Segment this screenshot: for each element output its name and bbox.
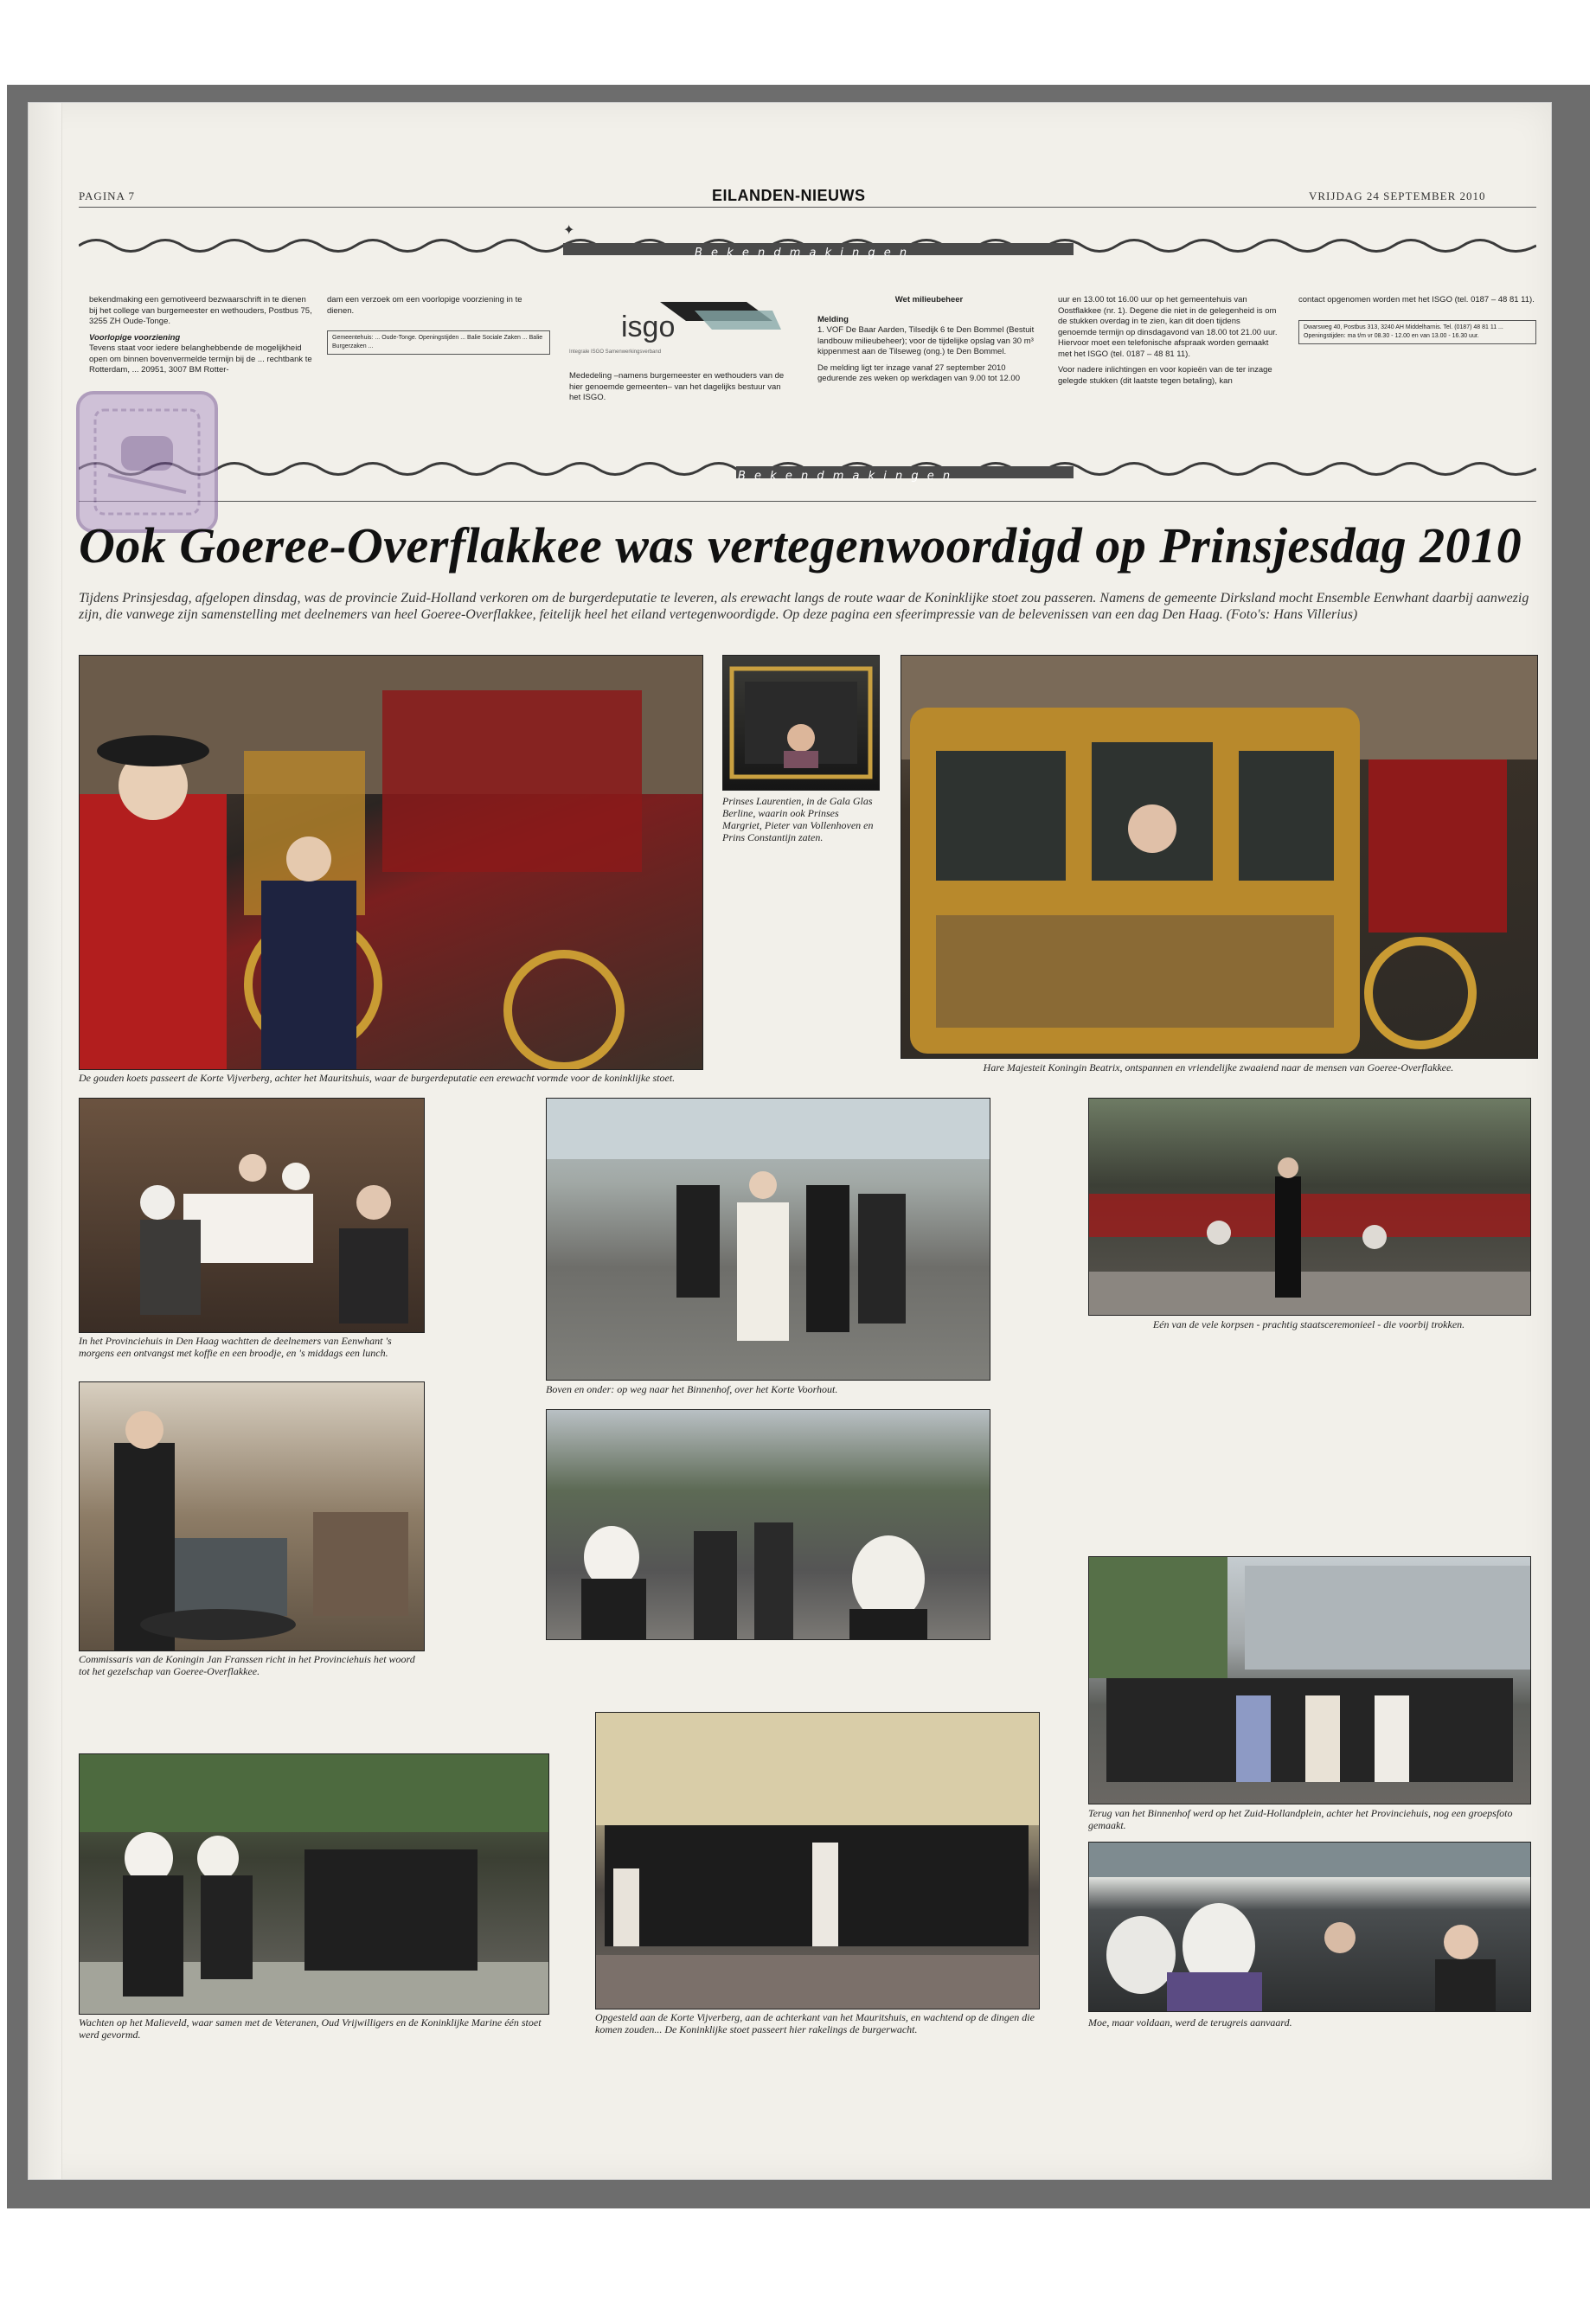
ribbon-bottom <box>79 447 1536 490</box>
caption-6: Eén van de vele korpsen - prachtig staatsceremonieel - die voorbij trokken. <box>1152 1318 1465 1330</box>
notice-col2-p1: dam een verzoek om een voorlopige voorziening in te dienen. <box>327 295 522 316</box>
notice-col6 <box>1298 295 1536 344</box>
caption-7: Commissaris van de Koningin Jan Franssen richt in het Provinciehuis het woord tot het gezelschap van Goeree-Overflakkee. <box>79 1653 415 1677</box>
issue-date: VRIJDAG 24 SEPTEMBER 2010 <box>1309 189 1486 202</box>
caption-4: In het Provinciehuis in Den Haag wachtten de deelnemers van Eenwhant 's morgens een ontvangst met koffie en een broodje, en 's middags een lunch. <box>79 1335 392 1359</box>
ribbon-rule <box>79 501 1536 502</box>
article-headline: Ook Goeree-Overflakkee was vertegenwoordigd op Prinsjesdag 2010 <box>79 517 1522 574</box>
ribbon-top <box>79 224 1536 267</box>
archive-stamp <box>74 388 221 535</box>
notice-col4-p2: De melding ligt ter inzage vanaf 27 september 2010 gedurende zes weken op werkdagen van 9.00 tot 12.00 <box>817 362 1020 383</box>
procession-photo <box>546 1098 990 1381</box>
isgo-logo-sub: Integrale ISGO Samenwerkingsverband <box>569 349 662 355</box>
notice-col4-p1: 1. VOF De Baar Aarden, Tilsedijk 6 te Den Bommel (Bestuit landbouw milieubeheer); voor de tijdelijke opslag van 30 m³ kippenmest aan de Tilseweg (ong.) te Den Bommel. <box>817 325 1035 356</box>
bus-photo <box>1088 1842 1531 2012</box>
notice-col1-p2: Tevens staat voor iedere belanghebbende de mogelijkheid open om binnen bovenvermelde termijn bij de ... rechtbank te Rotterdam, ... 20951, 3007 BM Rotter- <box>89 343 312 375</box>
caption-5: Boven en onder: op weg naar het Binnenhof, over het Korte Voorhout. <box>546 1383 838 1395</box>
caption-1: De gouden koets passeert de Korte Vijverberg, achter het Mauritshuis, waar de burgerdeputatie een erewacht vormde voor de koninklijke stoet. <box>79 1072 676 1084</box>
notice-col2 <box>327 295 550 355</box>
page-number: PAGINA 7 <box>79 189 135 202</box>
caption-3: Hare Majesteit Koningin Beatrix, ontspannen en vriendelijke zwaaiend naar de mensen van Goeree-Overflakkee. <box>983 1061 1454 1074</box>
newspaper-page <box>28 102 1552 2180</box>
notice-col4-title: Wet milieubeheer <box>894 295 964 304</box>
page-fold <box>29 103 62 2179</box>
notice-col1-heading: Voorlopige voorziening <box>89 332 181 343</box>
marching-band-photo <box>1088 1098 1531 1316</box>
golden-coach-photo <box>79 655 703 1070</box>
header-rule <box>79 207 1536 208</box>
notice-col5 <box>1058 295 1281 387</box>
binnenhof-walk-photo <box>546 1409 990 1640</box>
notice-col6-box: Dwarsweg 40, Postbus 313, 3240 AH Middelharnis. Tel. (0187) 48 81 11 ... Openingstijden: ma t/m vr 08.30 - 12.00 en van 13.00 - 16.30 uur. <box>1298 320 1536 344</box>
svg-text:✦: ✦ <box>563 224 575 238</box>
caption-9: Wachten op het Malieveld, waar samen met de Veteranen, Oud Vrijwilligers en de Koninklijke Marine één stoet werd gevormd. <box>79 2016 542 2041</box>
caption-8: Terug van het Binnenhof werd op het Zuid-Hollandplein, achter het Provinciehuis, nog een groepsfoto gemaakt. <box>1088 1807 1513 1831</box>
speech-photo <box>79 1381 425 1651</box>
caption-10: Opgesteld aan de Korte Vijverberg, aan de achterkant van het Mauritshuis, en wachtend op de dingen die komen zouden... De Koninklijke stoet passeert hier rakelings de burgerwacht. <box>595 2011 1035 2035</box>
malieveld-photo <box>79 1753 549 2015</box>
isgo-logo: isgo <box>621 311 676 343</box>
group-photo <box>1088 1556 1531 1804</box>
notice-col6-p1: contact opgenomen worden met het ISGO (tel. 0187 – 48 81 11). <box>1298 295 1535 304</box>
ribbon-top-label: B e k e n d m a k i n g e n <box>695 247 910 260</box>
notice-col1-p1: bekendmaking een gemotiveerd bezwaarschrift in te dienen bij het college van burgemeester en wethouders, Postbus 75, 3255 ZH Oude-Tonge. <box>89 295 312 326</box>
caption-11: Moe, maar voldaan, werd de terugreis aanvaard. <box>1088 2016 1292 2029</box>
ribbon-bottom-label: B e k e n d m a k i n g e n <box>738 470 953 483</box>
korte-vijverberg-photo <box>595 1712 1040 2009</box>
queen-coach-photo <box>901 655 1538 1059</box>
notice-col5-p1: uur en 13.00 tot 16.00 uur op het gemeentehuis van Oostflakkee (nr. 1). Degene die niet in de gelegenheid is om de stukken overdag in te zien, kan dit doen tijdens genoemde termijn op dinsdagavond van 18.00 tot 21.00 uur. Hiervoor moet een telefonische afspraak worden gemaakt met het ISGO (tel. 0187 – 48 81 11). <box>1058 295 1278 359</box>
notice-col3-p1: Mededeling –namens burgemeester en wethouders van de hier genoemde gemeenten– van het dagelijks bestuur van het ISGO. <box>569 371 785 402</box>
notice-col4-heading: Melding <box>817 314 849 324</box>
glass-coach-photo <box>722 655 880 791</box>
caption-2: Prinses Laurentien, in de Gala Glas Berline, waarin ook Prinses Margriet, Pieter van Vollenhoven en Prins Constantijn zaten. <box>722 795 874 843</box>
notice-col1 <box>89 295 312 376</box>
article-lead: Tijdens Prinsjesdag, afgelopen dinsdag, was de provincie Zuid-Holland verkoren om de burgerdeputatie te leveren, als erewacht langs de route waar de Koninklijke stoet zou passeren. Namens de gemeente Dirksland mocht Ensemble Eenwhant daarbij aanwezig zijn, die vanwege zijn samenstelling met deelnemers van heel Goeree-Overflakkee, feitelijk heel het eiland vertegenwoordigde. Op deze pagina een sfeerimpressie van de belevenissen van een dag Den Haag. (Foto's: Hans Villerius) <box>79 591 1529 622</box>
notice-col2-box: Gemeentehuis: ... Oude-Tonge. Openingstijden ... Balie Sociale Zaken ... Balie Burgerzaken ... <box>327 330 550 355</box>
masthead: EILANDEN-NIEUWS <box>712 187 866 204</box>
notice-col5-p2: Voor nadere inlichtingen en voor kopieën van de ter inzage gelegde stukken (dit laatste tegen betaling), kan <box>1058 365 1272 386</box>
notice-col4 <box>817 295 1041 385</box>
provinciehuis-coffee-photo <box>79 1098 425 1333</box>
